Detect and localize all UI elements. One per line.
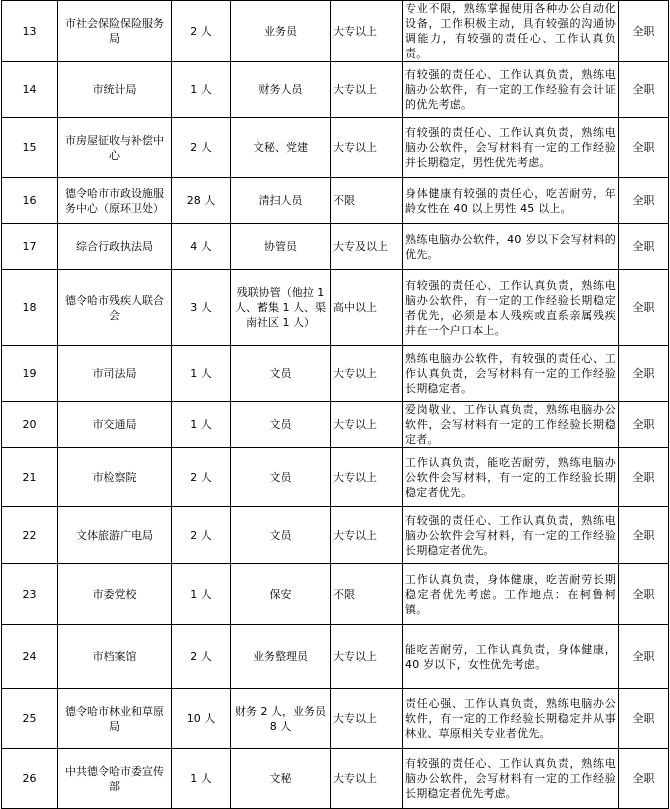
- position: 业务整理员: [231, 625, 331, 689]
- row-number: 13: [2, 1, 58, 62]
- unit-name: 中共德令哈市委宣传部: [58, 749, 172, 809]
- row-number: 21: [2, 448, 58, 507]
- position: 清扫人员: [231, 178, 331, 224]
- row-number: 26: [2, 749, 58, 809]
- unit-name: 市房屋征收与补偿中心: [58, 118, 172, 178]
- table-row: [2, 564, 669, 625]
- headcount: 2 人: [172, 1, 231, 62]
- headcount: 28 人: [172, 178, 231, 224]
- table-row: [2, 1, 669, 62]
- position: 文员: [231, 507, 331, 564]
- headcount: 1 人: [172, 62, 231, 118]
- headcount: 1 人: [172, 564, 231, 625]
- unit-name: 市社会保险保险服务局: [58, 1, 172, 62]
- row-number: 15: [2, 118, 58, 178]
- position: 协管员: [231, 224, 331, 270]
- unit-name: 市档案馆: [58, 625, 172, 689]
- education: 大专以上: [331, 1, 403, 62]
- table-row: [2, 270, 669, 346]
- position: 残联协管（他拉 1 人、蓄集 1 人、渠南社区 1 人）: [231, 270, 331, 346]
- requirements: 专业不限，熟练掌握使用各种办公自动化设备，工作积极主动，具有较强的沟通协调能力，有较强的责任心、工作认真负责。: [403, 1, 619, 62]
- requirements: 熟练电脑办公软件，有较强的责任心、工作认真负责，会写材料有一定的工作经验长期稳定者。: [403, 346, 619, 402]
- employment-type: 全职: [619, 1, 669, 62]
- row-number: 18: [2, 270, 58, 346]
- position: 文秘、党建: [231, 118, 331, 178]
- unit-name: 市司法局: [58, 346, 172, 402]
- table-row: [2, 118, 669, 178]
- row-number: 22: [2, 507, 58, 564]
- table-row: [2, 749, 669, 809]
- headcount: 2 人: [172, 507, 231, 564]
- requirements: 工作认真负责，身体健康，吃苦耐劳长期稳定者优先考虑。工作地点：在柯鲁柯镇。: [403, 564, 619, 625]
- row-number: 25: [2, 689, 58, 749]
- requirements: 有较强的责任心、工作认真负责，熟练电脑办公软件，有一定的工作经验有会计证的优先考虑。: [403, 62, 619, 118]
- unit-name: 综合行政执法局: [58, 224, 172, 270]
- position: 业务员: [231, 1, 331, 62]
- headcount: 1 人: [172, 346, 231, 402]
- education: 大专以上: [331, 625, 403, 689]
- headcount: 3 人: [172, 270, 231, 346]
- unit-name: 市委党校: [58, 564, 172, 625]
- education: 大专以上: [331, 507, 403, 564]
- requirements: 有较强的责任心、工作认真负责，熟练电脑办公软件，会写材料有一定的工作经验长期稳定者优先考虑。: [403, 749, 619, 809]
- table-row: [2, 224, 669, 270]
- table-row: [2, 402, 669, 448]
- employment-type: 全职: [619, 448, 669, 507]
- requirements: 有较强的责任心、工作认真负责，熟练电脑办公软件，有一定的工作经验长期稳定者优先，必须是本人残疾或直系亲属残疾并在一个户口本上。: [403, 270, 619, 346]
- unit-name: 市统计局: [58, 62, 172, 118]
- employment-type: 全职: [619, 507, 669, 564]
- education: 大专及以上: [331, 224, 403, 270]
- table-row: [2, 689, 669, 749]
- unit-name: 市交通局: [58, 402, 172, 448]
- education: 大专以上: [331, 346, 403, 402]
- position: 文秘: [231, 749, 331, 809]
- requirements: 能吃苦耐劳，工作认真负责，身体健康，40 岁以下，女性优先考虑。: [403, 625, 619, 689]
- employment-type: 全职: [619, 178, 669, 224]
- education: 大专以上: [331, 118, 403, 178]
- row-number: 16: [2, 178, 58, 224]
- education: 大专以上: [331, 689, 403, 749]
- education: 高中以上: [331, 270, 403, 346]
- employment-type: 全职: [619, 346, 669, 402]
- position: 文员: [231, 448, 331, 507]
- unit-name: 德令哈市林业和草原局: [58, 689, 172, 749]
- position: 财务人员: [231, 62, 331, 118]
- education: 不限: [331, 564, 403, 625]
- employment-type: 全职: [619, 224, 669, 270]
- employment-type: 全职: [619, 749, 669, 809]
- requirements: 有较强的责任心、工作认真负责，熟练电脑办公软件，会写材料有一定的工作经验并长期稳定，男性优先考虑。: [403, 118, 619, 178]
- headcount: 2 人: [172, 118, 231, 178]
- table-row: [2, 448, 669, 507]
- requirements: 工作认真负责，能吃苦耐劳，熟练电脑办公软件会写材料，有一定的工作经验长期稳定者优先。: [403, 448, 619, 507]
- education: 大专以上: [331, 448, 403, 507]
- row-number: 17: [2, 224, 58, 270]
- row-number: 19: [2, 346, 58, 402]
- headcount: 2 人: [172, 625, 231, 689]
- headcount: 4 人: [172, 224, 231, 270]
- requirements: 有较强的责任心、工作认真负责，熟练电脑办公软件会写材料，有一定的工作经验长期稳定者优先。: [403, 507, 619, 564]
- table-row: [2, 178, 669, 224]
- table-row: [2, 507, 669, 564]
- position: 保安: [231, 564, 331, 625]
- position: 财务 2 人，业务员 8 人: [231, 689, 331, 749]
- employment-type: 全职: [619, 402, 669, 448]
- unit-name: 市检察院: [58, 448, 172, 507]
- requirements: 熟练电脑办公软件，40 岁以下会写材料的优先。: [403, 224, 619, 270]
- unit-name: 文体旅游广电局: [58, 507, 172, 564]
- employment-type: 全职: [619, 625, 669, 689]
- row-number: 24: [2, 625, 58, 689]
- position: 文员: [231, 346, 331, 402]
- recruitment-table: [1, 0, 669, 809]
- employment-type: 全职: [619, 62, 669, 118]
- row-number: 23: [2, 564, 58, 625]
- employment-type: 全职: [619, 564, 669, 625]
- education: 大专以上: [331, 62, 403, 118]
- position: 文员: [231, 402, 331, 448]
- requirements: 身体健康有较强的责任心，吃苦耐劳，年龄女性在 40 以上男性 45 以上。: [403, 178, 619, 224]
- headcount: 2 人: [172, 448, 231, 507]
- headcount: 10 人: [172, 689, 231, 749]
- education: 大专以上: [331, 749, 403, 809]
- employment-type: 全职: [619, 118, 669, 178]
- employment-type: 全职: [619, 270, 669, 346]
- education: 不限: [331, 178, 403, 224]
- requirements: 爱岗敬业、工作认真负责，熟练电脑办公软件，会写材料有一定的工作经验长期稳定者。: [403, 402, 619, 448]
- table-row: [2, 62, 669, 118]
- headcount: 1 人: [172, 402, 231, 448]
- requirements: 责任心强、工作认真负责，熟练电脑办公软件，有一定的工作经验长期稳定并从事林业、草原相关专业者优先。: [403, 689, 619, 749]
- headcount: 1 人: [172, 749, 231, 809]
- row-number: 20: [2, 402, 58, 448]
- employment-type: 全职: [619, 689, 669, 749]
- table-row: [2, 625, 669, 689]
- unit-name: 德令哈市市政设施服务中心（原环卫处）: [58, 178, 172, 224]
- education: 大专以上: [331, 402, 403, 448]
- unit-name: 德令哈市残疾人联合会: [58, 270, 172, 346]
- row-number: 14: [2, 62, 58, 118]
- table-row: [2, 346, 669, 402]
